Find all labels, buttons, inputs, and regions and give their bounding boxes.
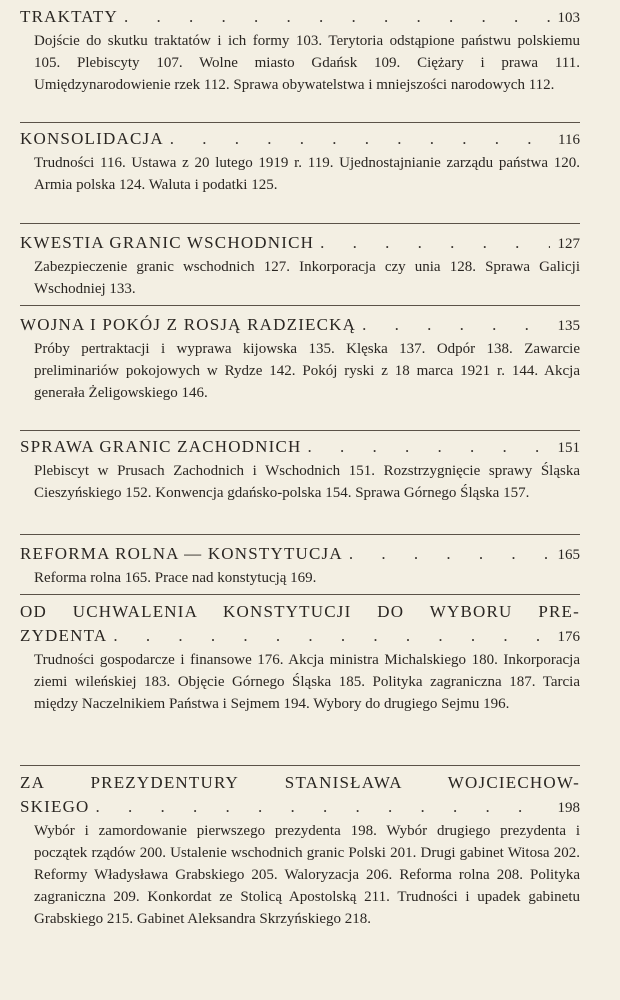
- toc-entry-page: 198: [557, 800, 580, 816]
- leader-dots: [314, 231, 549, 255]
- toc-entry-title: WOJNA I POKÓJ Z ROSJĄ RADZIECKĄ: [20, 315, 357, 334]
- toc-entry-title-row: [20, 5, 580, 30]
- toc-entry-sprawa-granic-zachodnich: [20, 435, 580, 504]
- toc-entry-title: TRAKTATY: [20, 7, 118, 26]
- toc-entry-description: Plebiscyt w Prusach Zachodnich i Wschodnich 151. Rozstrzygnięcie sprawy Śląska Cieszyńskiego 152. Konwencja gdańsko-polska 154. Sprawa Górnego Śląska 157.: [34, 463, 580, 501]
- section-divider: [20, 765, 580, 766]
- toc-entry-title-row: [20, 435, 580, 460]
- toc-entry-page: 116: [558, 132, 580, 148]
- toc-entry-page: 165: [557, 547, 580, 563]
- section-divider: [20, 534, 580, 535]
- toc-entry-page: 176: [557, 629, 580, 645]
- toc-entry-title-row: [20, 624, 580, 649]
- toc-entry-description: Wybór i zamordowanie pierwszego prezydenta 198. Wybór drugiego prezydenta i początek rządów 200. Ustalenie wschodnich granic Polski 201. Drugi gabinet Witosa 202. Reformy Władysława Grabskiego 205. Waloryzacja 206. Reforma rolna 208. Polityka zagraniczna 209. Konkordat ze Stolicą Apostolską 211. Trudności i upadek gabinetu Grabskiego 215. Gabinet Aleksandra Skrzyńskiego 218.: [34, 823, 580, 927]
- toc-entry-page: 135: [557, 318, 580, 334]
- leader-dots: [356, 313, 549, 337]
- leader-dots: [107, 624, 549, 648]
- toc-entry-title-row: [20, 127, 580, 152]
- toc-entry-title-row: [20, 231, 580, 256]
- toc-entry-title: KONSOLIDACJA: [20, 129, 164, 148]
- toc-entry-wojna-i-pokoj: [20, 313, 580, 404]
- toc-entry-title: SPRAWA GRANIC ZACHODNICH: [20, 437, 302, 456]
- toc-entry-traktaty: [20, 5, 580, 96]
- section-divider: [20, 122, 580, 123]
- section-divider: [20, 305, 580, 306]
- toc-entry-page: 103: [557, 10, 580, 26]
- toc-entry-description: Trudności gospodarcze i finansowe 176. Akcja ministra Michalskiego 180. Inkorporacja ziemi wileńskiej 183. Objęcie Górnego Śląska 185. Polityka zagraniczna 187. Tarcia między Naczelnikiem Państwa i Sejmem 194. Wybory do drugiego Sejmu 196.: [34, 652, 580, 712]
- toc-entry-description: Próby pertraktacji i wyprawa kijowska 135. Klęska 137. Odpór 138. Zawarcie preliminariów pokojowych w Rydze 142. Pokój ryski z 18 marca 1921 r. 144. Akcja generała Żeligowskiego 146.: [34, 341, 580, 401]
- toc-entry-page: 151: [557, 440, 580, 456]
- section-divider: [20, 594, 580, 595]
- toc-entry-za-prezydentury: [20, 771, 580, 930]
- toc-entry-title: REFORMA ROLNA — KONSTYTUCJA: [20, 544, 343, 563]
- leader-dots: [164, 127, 550, 151]
- leader-dots: [118, 5, 550, 29]
- toc-entry-title-row: [20, 313, 580, 338]
- toc-entry-title-line: ZA PREZYDENTURY STANISŁAWA WOJCIECHOW-: [20, 773, 580, 792]
- section-divider: [20, 430, 580, 431]
- toc-entry-title-row: [20, 542, 580, 567]
- toc-entry-description: Reforma rolna 165. Prace nad konstytucją 169.: [34, 570, 317, 586]
- toc-entry-title-line: OD UCHWALENIA KONSTYTUCJI DO WYBORU PRE-: [20, 602, 580, 621]
- toc-entry-description: Dojście do skutku traktatów i ich formy 103. Terytoria odstąpione państwu polskiemu 105. Plebiscyty 107. Wolne miasto Gdańsk 109. Ciężary i prawa 111. Umiędzynarodowienie rzek 112. Sprawa obywatelstwa i mniejszości narodowych 112.: [34, 33, 580, 93]
- toc-entry-title: KWESTIA GRANIC WSCHODNICH: [20, 233, 315, 252]
- toc-entry-od-uchwalenia-konstytucji: [20, 600, 580, 715]
- toc-entry-title-continuation: ZYDENTA: [20, 626, 108, 645]
- leader-dots: [302, 435, 550, 459]
- leader-dots: [343, 542, 550, 566]
- toc-entry-konsolidacja: [20, 127, 580, 196]
- toc-entry-title-continuation: SKIEGO: [20, 797, 90, 816]
- toc-entry-title-row: [20, 795, 580, 820]
- toc-entry-reforma-rolna: [20, 542, 580, 589]
- leader-dots: [90, 795, 550, 819]
- toc-entry-kwestia-granic-wschodnich: [20, 231, 580, 300]
- section-divider: [20, 223, 580, 224]
- toc-entry-page: 127: [557, 236, 580, 252]
- toc-entry-description: Zabezpieczenie granic wschodnich 127. Inkorporacja czy unia 128. Sprawa Galicji Wschodniej 133.: [34, 259, 580, 297]
- toc-entry-description: Trudności 116. Ustawa z 20 lutego 1919 r. 119. Ujednostajnianie zarządu państwa 120. Armia polska 124. Waluta i podatki 125.: [34, 155, 580, 193]
